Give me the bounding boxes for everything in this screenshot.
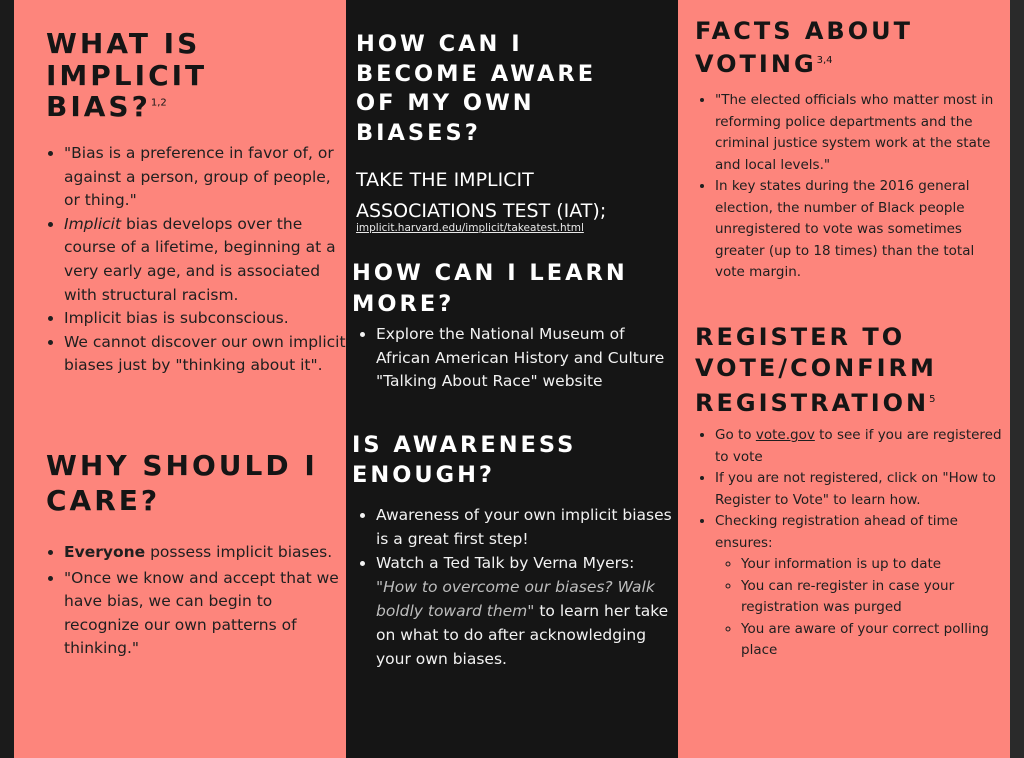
text: to see if you are registered to vote [715, 427, 1002, 465]
heading-facts-about-voting [695, 16, 935, 79]
list-item: • "The elected officials who matter most in reforming police departments and the criminal justice system work at the state and local levels." [715, 90, 1000, 176]
list-item: • "Once we know and accept that we have bias, we can begin to recognize our own patterns of thinking." [64, 567, 344, 661]
list-item: • In key states during the 2016 general election, the number of Black people unregistered to vote was sometimes greater (up to 18 times) than the total vote margin. [715, 176, 1000, 284]
list-item [715, 511, 1010, 662]
heading-text: HOW CAN I LEARN MORE? [352, 260, 628, 317]
italic-text: Implicit [64, 214, 122, 233]
vote-gov-link[interactable]: vote.gov [755, 427, 815, 443]
text: Checking registration ahead of time ensures: [715, 513, 958, 551]
heading-text: IS AWARENESS ENOUGH? [352, 432, 577, 488]
heading-become-aware [356, 30, 646, 148]
text: Go to [715, 427, 756, 443]
text: bias develops over the course of a lifetime, beginning at a very early age, and is associated with structural racism. [64, 214, 336, 304]
list-item: • If you are not registered, click on "How to Register to Vote" to learn how. [715, 468, 1010, 511]
list-item: • Explore the National Museum of African American History and Culture "Talking About Race" website [376, 323, 676, 394]
heading-register-to-vote [695, 322, 995, 419]
right-panel [678, 0, 1010, 758]
footnote-ref: 3,4 [816, 55, 833, 66]
text: Watch a Ted Talk by Verna Myers: [376, 554, 635, 572]
learn-more-list [358, 323, 676, 394]
list-item [64, 213, 349, 307]
text: possess implicit biases. [145, 543, 333, 561]
bold-text: Everyone [64, 543, 146, 561]
voting-facts-list [697, 90, 1000, 284]
footnote-ref: 1,2 [150, 97, 167, 109]
list-item: ◦ You can re-register in case your registration was purged [741, 576, 1010, 619]
right-edge-border [1010, 0, 1024, 758]
list-item: • We cannot discover our own implicit biases just by "thinking about it". [64, 331, 349, 378]
list-item [64, 541, 344, 565]
footnote-ref: 5 [929, 394, 936, 405]
heading-text: WHAT IS IMPLICIT BIAS? [46, 27, 208, 124]
why-care-list [46, 541, 344, 661]
list-item: • Implicit bias is subconscious. [64, 307, 349, 331]
middle-panel [346, 0, 678, 758]
iat-link[interactable]: implicit.harvard.edu/implicit/takeatest.html [356, 222, 584, 234]
heading-text: HOW CAN I BECOME AWARE OF MY OWN BIASES? [356, 31, 597, 146]
list-item: ◦ You are aware of your correct polling place [741, 619, 1010, 662]
list-item [376, 551, 676, 671]
registration-list [697, 425, 1010, 662]
heading-what-is-implicit-bias [46, 28, 246, 123]
heading-why-should-i-care [46, 448, 336, 518]
heading-text: REGISTER TO VOTE/CONFIRM REGISTRATION [695, 323, 937, 417]
heading-learn-more [352, 258, 662, 320]
list-item [715, 425, 1010, 468]
heading-awareness-enough [352, 430, 652, 490]
bias-definition-list [46, 142, 349, 378]
text: to learn her take on what to do after acknowledging your own biases. [376, 602, 669, 668]
list-item: ◦ Your information is up to date [741, 554, 1010, 576]
left-panel [14, 0, 346, 758]
awareness-list [358, 503, 676, 671]
ted-talk-title: "How to overcome our biases? Walk boldly toward them" [376, 578, 655, 620]
registration-benefits-list [715, 554, 1010, 662]
iat-title: TAKE THE IMPLICIT ASSOCIATIONS TEST (IAT); [356, 169, 607, 222]
list-item: • Awareness of your own implicit biases is a great first step! [376, 503, 676, 551]
heading-text: FACTS ABOUT VOTING [695, 17, 913, 78]
heading-text: WHY SHOULD I CARE? [46, 449, 318, 517]
list-item: • "Bias is a preference in favor of, or against a person, group of people, or thing." [64, 142, 349, 213]
